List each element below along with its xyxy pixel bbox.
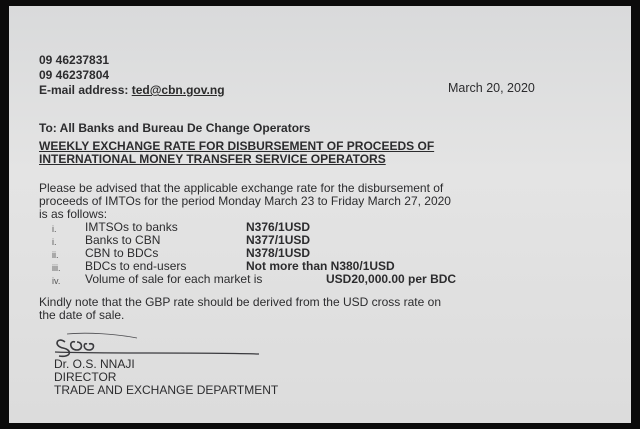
note-line-1: Kindly note that the GBP rate should be derived from the USD cross rate on <box>39 295 441 309</box>
rate-value: N378/1USD <box>246 246 311 260</box>
rate-number: iv. <box>52 276 61 286</box>
rate-label: Banks to CBN <box>85 233 161 247</box>
intro-line-2: proceeds of IMTOs for the period Monday March 23 to Friday March 27, 2020 <box>39 194 451 208</box>
rate-number: i. <box>52 224 57 234</box>
phone-number-2: 09 46237804 <box>39 68 110 82</box>
intro-line-1: Please be advised that the applicable exchange rate for the disbursement of <box>39 181 444 195</box>
subject-line-1: WEEKLY EXCHANGE RATE FOR DISBURSEMENT OF PROCEEDS OF <box>39 139 435 153</box>
intro-line-3: is as follows: <box>39 207 108 221</box>
letter-page <box>9 6 631 423</box>
note-line-2: the date of sale. <box>39 308 125 322</box>
rate-value: USD20,000.00 per BDC <box>326 272 457 286</box>
rate-number: iii. <box>52 263 61 273</box>
rate-label: IMTSOs to banks <box>85 220 178 234</box>
rate-label: CBN to BDCs <box>85 246 159 260</box>
addressee: To: All Banks and Bureau De Change Operators <box>39 121 311 135</box>
signatory-name: Dr. O.S. NNAJI <box>54 357 135 371</box>
rate-label: BDCs to end-users <box>85 259 187 273</box>
rate-number: i. <box>52 237 57 247</box>
email-link[interactable]: ted@cbn.gov.ng <box>131 83 225 97</box>
rate-value: N377/1USD <box>246 233 311 247</box>
rate-number: ii. <box>52 250 59 260</box>
rate-label: Volume of sale for each market is <box>85 272 263 286</box>
rate-value: N376/1USD <box>246 220 311 234</box>
signatory-department: TRADE AND EXCHANGE DEPARTMENT <box>54 383 279 397</box>
rate-value: Not more than N380/1USD <box>246 259 395 273</box>
email-label: E-mail address: <box>39 83 129 97</box>
phone-number-1: 09 46237831 <box>39 53 110 67</box>
email-line <box>39 84 225 97</box>
signatory-title: DIRECTOR <box>54 370 117 384</box>
letter-date: March 20, 2020 <box>448 81 535 95</box>
subject-line-2: INTERNATIONAL MONEY TRANSFER SERVICE OPERATORS <box>39 152 386 166</box>
